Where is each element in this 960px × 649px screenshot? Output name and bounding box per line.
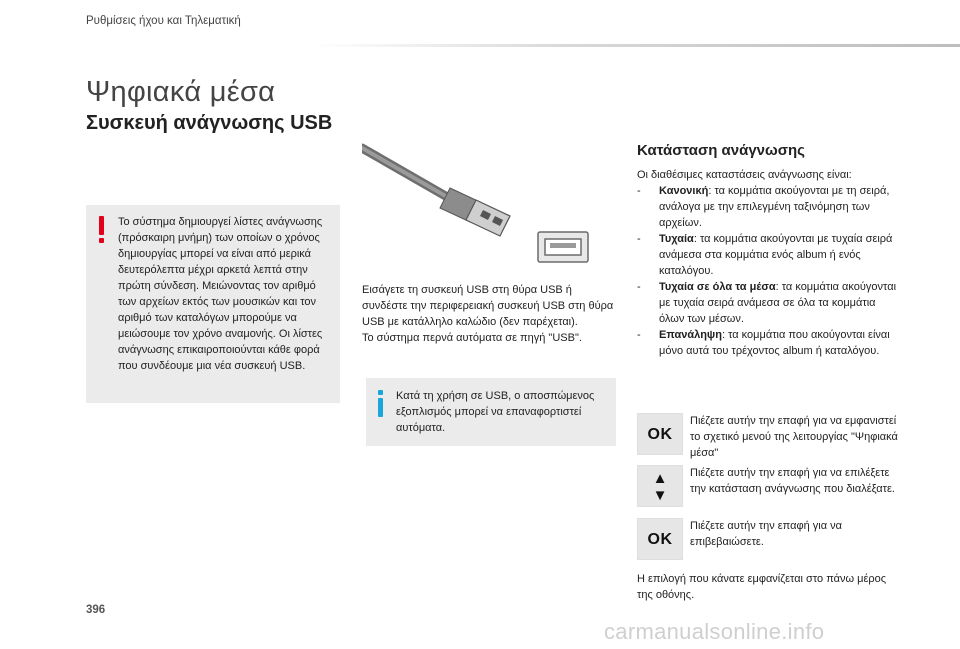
up-down-arrows-icon [637, 465, 683, 507]
mode-desc: : τα κομμάτια ακούγονται με τυχαία σειρά ανάμεσα στα κομμάτια ενός album ή ενός καταλόγου. [659, 233, 893, 277]
usb-port [538, 232, 588, 262]
list-item: - Επανάληψη: τα κομμάτια που ακούγονται είναι μόνο αυτά του τρέχοντος album ή καταλόγου. [637, 329, 890, 357]
button-description: Πιέζετε αυτήν την επαφή για να επιβεβαιώσετε. [690, 520, 842, 548]
mode-name: Επανάληψη [659, 329, 722, 341]
usb-plug [440, 188, 510, 236]
usb-instruction-source: Το σύστημα περνά αυτόματα σε πηγή "USB". [362, 332, 582, 344]
list-item: - Τυχαία σε όλα τα μέσα: τα κομμάτια ακούγονται με τυχαία σειρά ανάμεσα σε όλα τα κομμάτια όλων των μέσων. [637, 281, 897, 325]
arrow-down-icon: ▼ [652, 487, 668, 504]
mode-name: Τυχαία [659, 233, 694, 245]
info-icon [377, 390, 385, 418]
button-description: Πιέζετε αυτήν την επαφή για να εμφανιστεί το σχετικό μενού της λειτουργίας "Ψηφιακά μέσα" [690, 415, 898, 459]
mode-name: Τυχαία σε όλα τα μέσα [659, 281, 776, 293]
playback-mode-list [637, 183, 899, 359]
section-title: Συσκευή ανάγνωσης USB [86, 112, 333, 134]
playback-mode-title: Κατάσταση ανάγνωσης [637, 142, 805, 159]
exclamation-icon [98, 216, 106, 244]
watermark: carmanualsonline.info [604, 619, 825, 644]
usb-instruction-connect: Εισάγετε τη συσκευή USB στη θύρα USB ή συνδέστε την περιφερειακή συσκευή USB στη θύρα USB με κατάλληλο καλώδιο (δεν παρέχεται). [362, 284, 614, 328]
usb-cable [362, 148, 456, 202]
page-title: Ψηφιακά μέσα [86, 76, 276, 108]
arrow-up-icon: ▲ [652, 470, 668, 487]
list-item: - Τυχαία: τα κομμάτια ακούγονται με τυχαία σειρά ανάμεσα στα κομμάτια ενός album ή ενός καταλόγου. [637, 233, 893, 277]
mode-desc: : τα κομμάτια που ακούγονται είναι μόνο αυτά του τρέχοντος album ή καταλόγου. [659, 329, 890, 357]
usb-connector-illustration [362, 140, 612, 280]
mode-desc: : τα κομμάτια ακούγονται με τη σειρά, ανάλογα με την επιλεγμένη ταξινόμηση των αρχείων. [659, 185, 890, 229]
mode-desc: : τα κομμάτια ακούγονται με τυχαία σειρά ανάμεσα σε όλα τα κομμάτια όλων των μέσων. [659, 281, 897, 325]
list-item: - Κανονική: τα κομμάτια ακούγονται με τη σειρά, ανάλογα με την επιλεγμένη ταξινόμηση των αρχείων. [637, 185, 890, 229]
playback-mode-intro: Οι διαθέσιμες καταστάσεις ανάγνωσης είναι: [637, 169, 852, 181]
mode-name: Κανονική [659, 185, 709, 197]
page-number: 396 [86, 604, 106, 616]
ok-button-icon: OK [637, 413, 683, 455]
ok-button-icon: OK [637, 518, 683, 560]
info-text: Κατά τη χρήση σε USB, ο αποσπώμενος εξοπλισμός μπορεί να επαναφορτιστεί αυτόματα. [396, 390, 595, 434]
warning-box [86, 205, 340, 403]
header-rule [310, 44, 960, 47]
selection-note: Η επιλογή που κάνατε εμφανίζεται στο πάνω μέρος της οθόνης. [637, 573, 887, 601]
usb-instructions [362, 282, 614, 346]
warning-text: Το σύστημα δημιουργεί λίστες ανάγνωσης (πρόσκαιρη μνήμη) των οποίων ο χρόνος δημιουργίας μπορεί να είναι από μερικά δευτερόλεπτα μέχρι αρκετά λεπτά στην πρώτη σύνδεση. Μειώνοντας τον αριθμό των αρχείων εκτός των μουσικών και τον αριθμό των καταλόγων μπορούμε να μειώσουμε τον χρόνο αναμονής. Οι λίστες ανάγνωσης επικαιροποιούνται κάθε φορά που συνδέουμε μια νέα συσκευή USB. [118, 216, 323, 372]
button-description: Πιέζετε αυτήν την επαφή για να επιλέξετε την κατάσταση ανάγνωσης που διαλέξατε. [690, 467, 895, 495]
info-box [366, 378, 616, 446]
running-header: Ρυθμίσεις ήχου και Τηλεματική [86, 15, 241, 27]
